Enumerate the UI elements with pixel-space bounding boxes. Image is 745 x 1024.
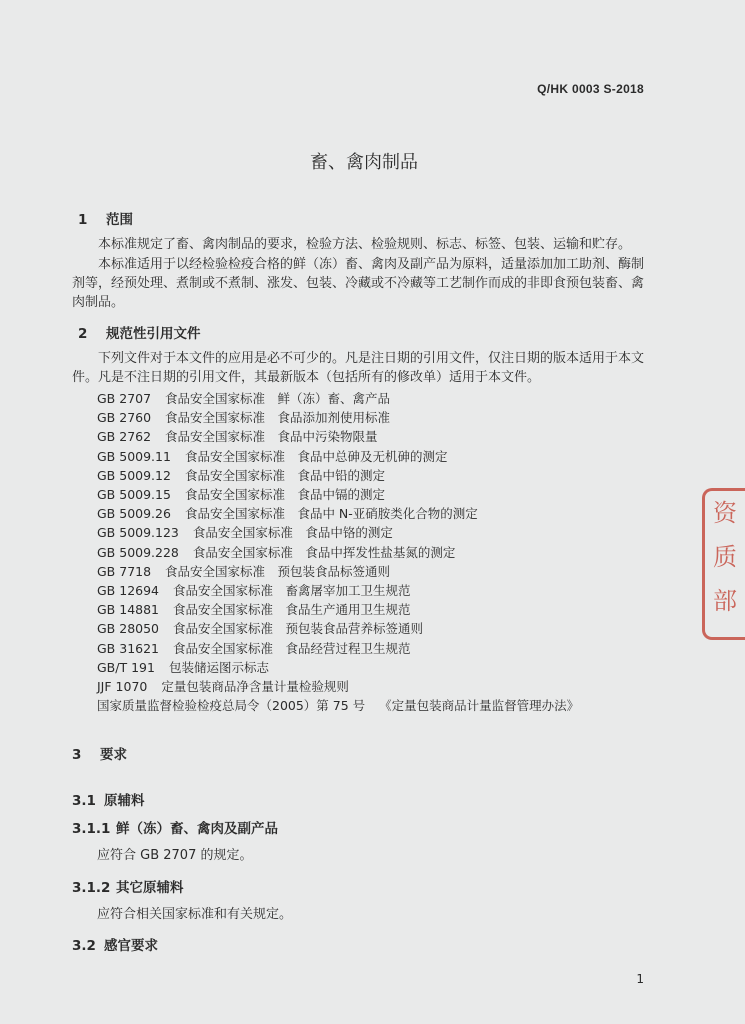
reference-title: 包装储运图示标志	[168, 659, 269, 675]
reference-item	[97, 466, 579, 485]
reference-title: 食品安全国家标准 食品中铬的测定	[192, 525, 393, 541]
section-title: 原辅料	[104, 793, 145, 809]
reference-title: 《定量包装商品计量监督管理办法》	[379, 698, 580, 714]
reference-list	[97, 389, 579, 715]
section-title: 规范性引用文件	[106, 326, 201, 342]
reference-item	[97, 562, 579, 581]
reference-code: 国家质量监督检验检疫总局令（2005）第 75 号	[97, 698, 366, 714]
section-3-1-2-heading	[72, 876, 184, 896]
reference-item	[97, 677, 579, 696]
reference-title: 食品安全国家标准 预包装食品营养标签通则	[173, 621, 424, 637]
reference-code: JJF 1070	[97, 679, 148, 695]
reference-code: GB 5009.11	[97, 448, 171, 464]
page-number: 1	[636, 972, 644, 986]
reference-item	[97, 658, 579, 677]
reference-title: 食品安全国家标准 食品生产通用卫生规范	[173, 602, 411, 618]
seal-stamp	[702, 488, 745, 640]
section-title: 范围	[106, 212, 133, 228]
reference-item	[97, 523, 579, 542]
section-title: 其它原辅料	[116, 880, 184, 896]
reference-code: GB 2762	[97, 429, 152, 445]
reference-title: 食品安全国家标准 预包装食品标签通则	[165, 563, 391, 579]
reference-title: 食品安全国家标准 食品中污染物限量	[165, 429, 378, 445]
reference-item	[97, 447, 579, 466]
reference-item	[97, 639, 579, 658]
reference-item	[97, 408, 579, 427]
reference-item	[97, 600, 579, 619]
reference-title: 食品安全国家标准 畜禽屠宰加工卫生规范	[173, 583, 411, 599]
reference-code: GB 5009.123	[97, 525, 179, 541]
reference-code: GB 5009.228	[97, 544, 179, 560]
standard-code: Q/HK 0003 S-2018	[537, 82, 644, 96]
section-number: 3	[72, 747, 82, 763]
reference-code: GB 2760	[97, 410, 152, 426]
document-title: 畜、禽肉制品	[310, 152, 418, 173]
reference-code: GB 2707	[97, 391, 152, 406]
reference-title: 食品安全国家标准 食品经营过程卫生规范	[173, 640, 411, 656]
section-number: 3.2	[72, 938, 96, 954]
stamp-char: 资	[713, 499, 737, 527]
section-number: 2	[78, 326, 88, 342]
reference-item	[97, 581, 579, 600]
reference-title: 食品安全国家标准 食品中总砷及无机砷的测定	[184, 448, 448, 464]
reference-title: 食品安全国家标准 鲜（冻）畜、禽产品	[165, 391, 391, 406]
section-title: 感官要求	[104, 938, 158, 954]
reference-code: GB 12694	[97, 583, 159, 599]
section-3-2-heading	[72, 934, 158, 954]
reference-title: 食品安全国家标准 食品中镉的测定	[184, 487, 385, 503]
reference-item	[97, 485, 579, 504]
reference-item	[97, 543, 579, 562]
reference-code: GB 7718	[97, 563, 152, 579]
scope-paragraph-2: 本标准适用于以经检验检疫合格的鲜（冻）畜、禽肉及副产品为原料，适量添加加工助剂、酶制剂等，经预处理、煮制或不煮制、涨发、包装、冷藏或不冷藏等工艺制作而成的非即食预包装畜、禽肉制品。	[72, 257, 645, 310]
reference-code: GB 28050	[97, 621, 159, 637]
reference-title: 食品安全国家标准 食品中铅的测定	[184, 467, 385, 483]
section-1-heading	[78, 208, 133, 228]
references-intro: 下列文件对于本文件的应用是必不可少的。凡是注日期的引用文件，仅注日期的版本适用于本文件。凡是不注日期的引用文件，其最新版本（包括所有的修改单）适用于本文件。	[72, 351, 645, 385]
reference-item	[97, 619, 579, 638]
reference-title: 食品安全国家标准 食品添加剂使用标准	[165, 410, 391, 426]
reference-code: GB/T 191	[97, 659, 155, 675]
reference-title: 食品安全国家标准 食品中挥发性盐基氮的测定	[192, 544, 456, 560]
reference-code: GB 14881	[97, 602, 159, 618]
scope-paragraph-1: 本标准规定了畜、禽肉制品的要求，检验方法、检验规则、标志、标签、包装、运输和贮存。	[98, 237, 632, 252]
reference-code: GB 31621	[97, 640, 159, 656]
section-number: 3.1.2	[72, 880, 111, 896]
section-3-1-2-text: 应符合相关国家标准和有关规定。	[97, 907, 293, 922]
section-3-1-1-text: 应符合 GB 2707 的规定。	[97, 848, 253, 863]
stamp-char: 质	[713, 543, 737, 571]
section-number: 3.1.1	[72, 821, 111, 837]
section-title: 鲜（冻）畜、禽肉及副产品	[116, 821, 278, 837]
stamp-char: 部	[713, 587, 737, 615]
reference-code: GB 5009.26	[97, 506, 171, 522]
section-3-heading	[72, 743, 127, 763]
section-3-1-heading	[72, 789, 145, 809]
reference-item	[97, 696, 579, 715]
reference-item	[97, 504, 579, 523]
reference-item	[97, 427, 579, 446]
reference-code: GB 5009.15	[97, 487, 171, 503]
reference-title: 定量包装商品净含量计量检验规则	[161, 679, 349, 695]
section-number: 3.1	[72, 793, 96, 809]
section-2-heading	[78, 322, 201, 342]
reference-title: 食品安全国家标准 食品中 N-亚硝胺类化合物的测定	[184, 506, 478, 522]
reference-item	[97, 389, 579, 408]
section-title: 要求	[100, 747, 127, 763]
reference-code: GB 5009.12	[97, 467, 171, 483]
section-number: 1	[78, 212, 88, 228]
section-3-1-1-heading	[72, 817, 278, 837]
